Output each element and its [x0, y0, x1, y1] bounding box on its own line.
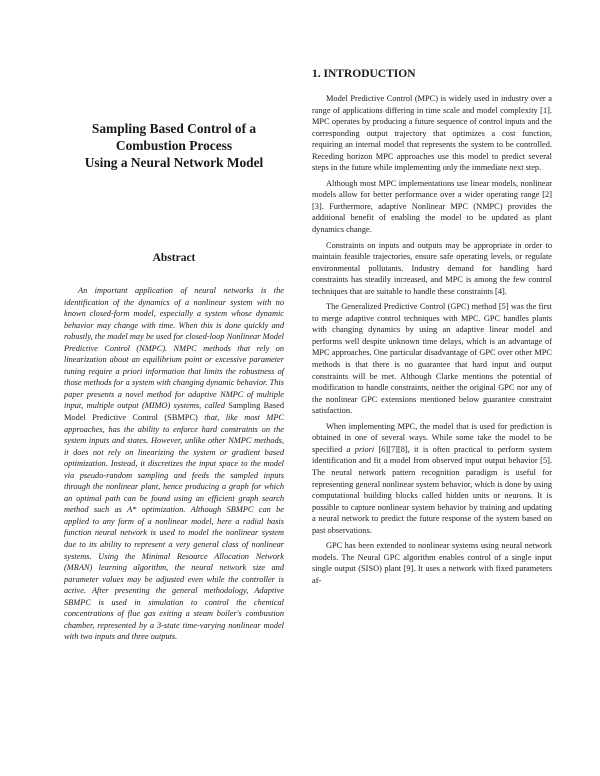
- abstract-heading: Abstract: [152, 252, 196, 264]
- title-line: Sampling Based Control of a: [91, 121, 257, 136]
- section-heading-introduction: 1. INTRODUCTION: [312, 68, 416, 80]
- abstract-text-part: An important application of neural networks is the identification of the dynamics of a nonlinear system with no known closed-form model, especially a system whose dynamic behavior may change with time. When this is done quickly and robustly, the model may be used for closed-loop Nonlinear Model Predictive Control (NMPC). NMPC methods that rely on linearization about an equilibrium point or excessive parameter tuning require a priori information that limits the robustness of those methods for a system with changing dynamic behavior. This paper presents a novel method for adaptive NMPC of multiple input, multiple output (MIMO) systems, called: [64, 286, 284, 411]
- title-line: Combustion Process: [115, 138, 233, 153]
- intro-paragraph: GPC has been extended to nonlinear systems using neural network models. The Neural GPC algorithm enables control of a single input single output (SISO) plant [9]. It uses a network with fixed parameters af-: [312, 541, 552, 585]
- title-line: Using a Neural Network Model: [84, 155, 264, 170]
- left-column: [64, 104, 284, 643]
- intro-text-part: [6][7][8], it is often practical to perform system identification and fit a model from observed input output behavior [5]. The neural network pattern recognition paradigm is useful for representing general nonlinear system behavior, which is done by using computational building blocks called hidden units or neurons. It is possible to capture nonlinear system behavior by training and updating a neural network to predict the future response of the system based on past observations.: [312, 444, 553, 535]
- intro-text-part: When implementing MPC, the model that is used for prediction is obtained in one of several ways. While some take the model to be specified: [312, 421, 552, 454]
- intro-paragraph: The Generalized Predictive Control (GPC) method [5] was the first to merge adaptive control techniques with MPC. GPC handles plants with changing dynamics by using an adaptive linear model and performs well despite unknown time delays, which is an advantage of MPC approaches. One particular disadvantage of GPC over other MPC methods is that there is no guarantee that hard input and output constraints will be met. Although Clarke mentions the potential of modification to handle constraints, neither the original GPC nor any of the nonlinear GPC extensions mentioned below guarantee constraint satisfaction.: [312, 302, 552, 416]
- intro-emphasis: a priori: [346, 444, 375, 454]
- intro-paragraph: Although most MPC implementations use linear models, nonlinear models allow for better performance over a wider operating range [2][3]. Furthermore, adaptive Nonlinear MPC (NMPC) provides the additional benefit of enabling the model to be updated as plant dynamics change.: [312, 178, 552, 235]
- right-column: [312, 68, 552, 590]
- intro-paragraph: [312, 421, 552, 536]
- paper-title: [64, 120, 284, 171]
- intro-paragraph: Constraints on inputs and outputs may be appropriate in order to maintain feasible trajectories, ensure safe operating levels, or regulate environmental pollutants. Industry demand for handling hard constraints has steadily increased, and MPC is among the few control techniques that are suitable to handle these constraints [4].: [312, 240, 552, 296]
- abstract-text: [64, 285, 284, 643]
- intro-paragraph: Model Predictive Control (MPC) is widely used in industry over a range of applications differing in time scale and model complexity [1]. MPC operates by producing a future sequence of control inputs and the corresponding output trajectory that optimizes a cost function, requiring an internal model that represents the system to be controlled. Receding horizon MPC approaches use this model to predict several steps in the future while implementing only the immediate next step.: [312, 94, 552, 173]
- abstract-text-part: that, like most MPC approaches, has the ability to enforce hard constraints on the system inputs and states. However, unlike other NMPC methods, it does not rely on linearizing the system or gradient based optimization. Instead, it discretizes the input space to the model via pseudo-random sampling and feeds the sampled inputs through the nonlinear plant, hence producing a graph for which an optimal path can be found using an efficient graph search method such as A* optimization. Although SBMPC can be applied to any form of a nonlinear model, here a radial basis function neural network is used to model the nonlinear system due to its ability to represent a very general class of nonlinear systems. Using the Minimal Resource Allocation Network (MRAN) learning algorithm, the neural network size and parameter values may be adjusted even while the controller is active. After presenting the general methodology, Adaptive SBMPC is used in simulation to control the chemical concentrations of flue gas exiting a steam boiler's combustion chamber, represented by a 3-state time-varying nonlinear model with two inputs and three outputs.: [64, 413, 284, 642]
- abstract-method-name: Sampling Based Model Predictive Control (SBMPC): [64, 401, 284, 423]
